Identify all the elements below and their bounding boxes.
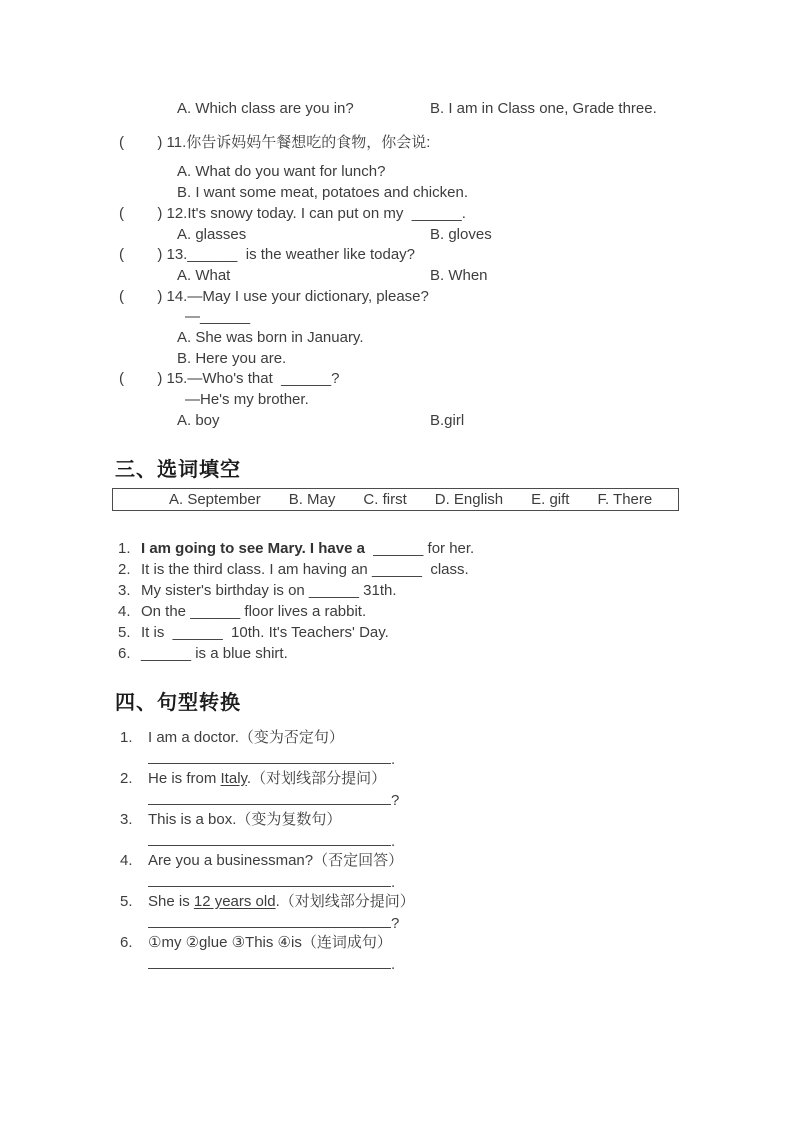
question-15-stem: ( ) 15.—Who's that ______?: [119, 370, 340, 388]
word-bank-box: [112, 488, 679, 511]
item-number: 5.: [118, 623, 131, 641]
option-a: A. Which class are you in?: [177, 100, 354, 117]
fill-blank-item-6: [0, 643, 793, 664]
answer-blank-5: [0, 912, 793, 932]
word-bank-item: E. gift: [531, 490, 570, 508]
item-number: 3.: [118, 581, 131, 599]
answer-line: [148, 871, 391, 887]
option-a: A. glasses: [177, 225, 247, 243]
item-number: 6.: [120, 933, 133, 951]
question-14-stem: ( ) 14.—May I use your dictionary, please?: [119, 287, 429, 305]
item-text: It is the third class. I am having an ______ class.: [141, 560, 469, 578]
item-text: ______ for her.: [364, 539, 475, 557]
fill-blank-item-3: [0, 580, 793, 601]
question-11-stem: ( ) 11.你告诉妈妈午餐想吃的食物，你会说:: [119, 133, 431, 151]
item-text: I am a doctor.（变为否定句）: [148, 728, 344, 746]
item-text: This is a box.（变为复数句）: [148, 810, 342, 828]
item-text-bold: I am going to see Mary. I have a: [141, 539, 365, 557]
question-12-options: [0, 225, 793, 246]
transform-item-1: [0, 727, 793, 748]
word-bank-item: B. May: [288, 490, 336, 508]
word-bank-item: D. English: [434, 490, 504, 508]
option-b: B. gloves: [430, 225, 492, 243]
transform-item-2: [0, 768, 793, 789]
item-text: Are you a businessman?（否定回答）: [148, 851, 404, 869]
end-punctuation: ?: [391, 791, 400, 809]
underlined-text: Italy: [220, 769, 247, 787]
section-3-title: 三、选词填空: [115, 458, 241, 481]
word-bank-item: F. There: [597, 490, 653, 508]
transform-item-4: [0, 850, 793, 871]
item-text: ①my ②glue ③This ④is（连词成句）: [148, 933, 392, 951]
end-punctuation: .: [391, 832, 396, 850]
item-number: 4.: [118, 602, 131, 620]
word-bank-item: C. first: [363, 490, 407, 508]
question-10-options: [0, 99, 793, 120]
item-number: 1.: [118, 539, 131, 557]
answer-line: [148, 953, 391, 969]
question-14-option-a: A. She was born in January.: [177, 329, 364, 347]
answer-line: [148, 789, 391, 805]
answer-line: [148, 830, 391, 846]
item-number: 4.: [120, 851, 133, 869]
item-text: On the ______ floor lives a rabbit.: [141, 602, 367, 620]
item-text: It is ______ 10th. It's Teachers' Day.: [141, 623, 389, 641]
answer-blank-4: [0, 871, 793, 891]
underlined-text: 12 years old: [193, 892, 276, 910]
item-number: 6.: [118, 644, 131, 662]
answer-line: [148, 912, 391, 928]
item-number: 2.: [120, 769, 133, 787]
end-punctuation: .: [391, 873, 396, 891]
item-text: ______ is a blue shirt.: [141, 644, 288, 662]
word-bank-item: A. September: [169, 490, 261, 508]
end-punctuation: .: [391, 750, 396, 768]
question-11-option-b: B. I want some meat, potatoes and chicken.: [177, 184, 468, 202]
option-b: B. I am in Class one, Grade three.: [430, 100, 657, 117]
item-number: 5.: [120, 892, 133, 910]
item-text: She is: [148, 892, 194, 910]
option-b: B.girl: [430, 411, 465, 429]
item-number: 1.: [120, 728, 133, 746]
question-11-option-a: A. What do you want for lunch?: [177, 163, 386, 181]
transform-item-3: [0, 809, 793, 830]
item-text: My sister's birthday is on ______ 31th.: [141, 581, 397, 599]
fill-blank-item-2: [0, 559, 793, 580]
section-4-title: 四、句型转换: [115, 691, 241, 714]
option-a: A. boy: [177, 411, 220, 429]
transform-item-5: [0, 891, 793, 912]
end-punctuation: .: [391, 955, 396, 973]
question-15-options: [0, 411, 793, 432]
answer-blank-3: [0, 830, 793, 850]
fill-blank-item-1: [0, 538, 793, 559]
fill-blank-item-5: [0, 622, 793, 643]
answer-blank-1: [0, 748, 793, 768]
answer-blank-6: [0, 953, 793, 973]
question-13-stem: ( ) 13.______ is the weather like today?: [119, 246, 416, 264]
item-number: 3.: [120, 810, 133, 828]
answer-blank-2: [0, 789, 793, 809]
option-b: B. When: [430, 266, 488, 284]
question-15-reply: —He's my brother.: [185, 391, 309, 409]
question-14-option-b: B. Here you are.: [177, 349, 287, 367]
answer-line: [148, 748, 391, 764]
transform-item-6: [0, 932, 793, 953]
option-a: A. What: [177, 266, 231, 284]
question-12-stem: ( ) 12.It's snowy today. I can put on my ______.: [119, 204, 466, 222]
item-text: He is from: [148, 769, 221, 787]
item-number: 2.: [118, 560, 131, 578]
transform-list: [0, 727, 793, 973]
end-punctuation: ?: [391, 914, 400, 932]
fill-blank-item-4: [0, 601, 793, 622]
item-text-after: .（对划线部分提问）: [275, 892, 415, 910]
fill-blank-list: [0, 538, 793, 664]
question-14-reply-blank: —______: [185, 308, 251, 326]
item-text-after: .（对划线部分提问）: [246, 769, 387, 787]
question-13-options: [0, 266, 793, 287]
